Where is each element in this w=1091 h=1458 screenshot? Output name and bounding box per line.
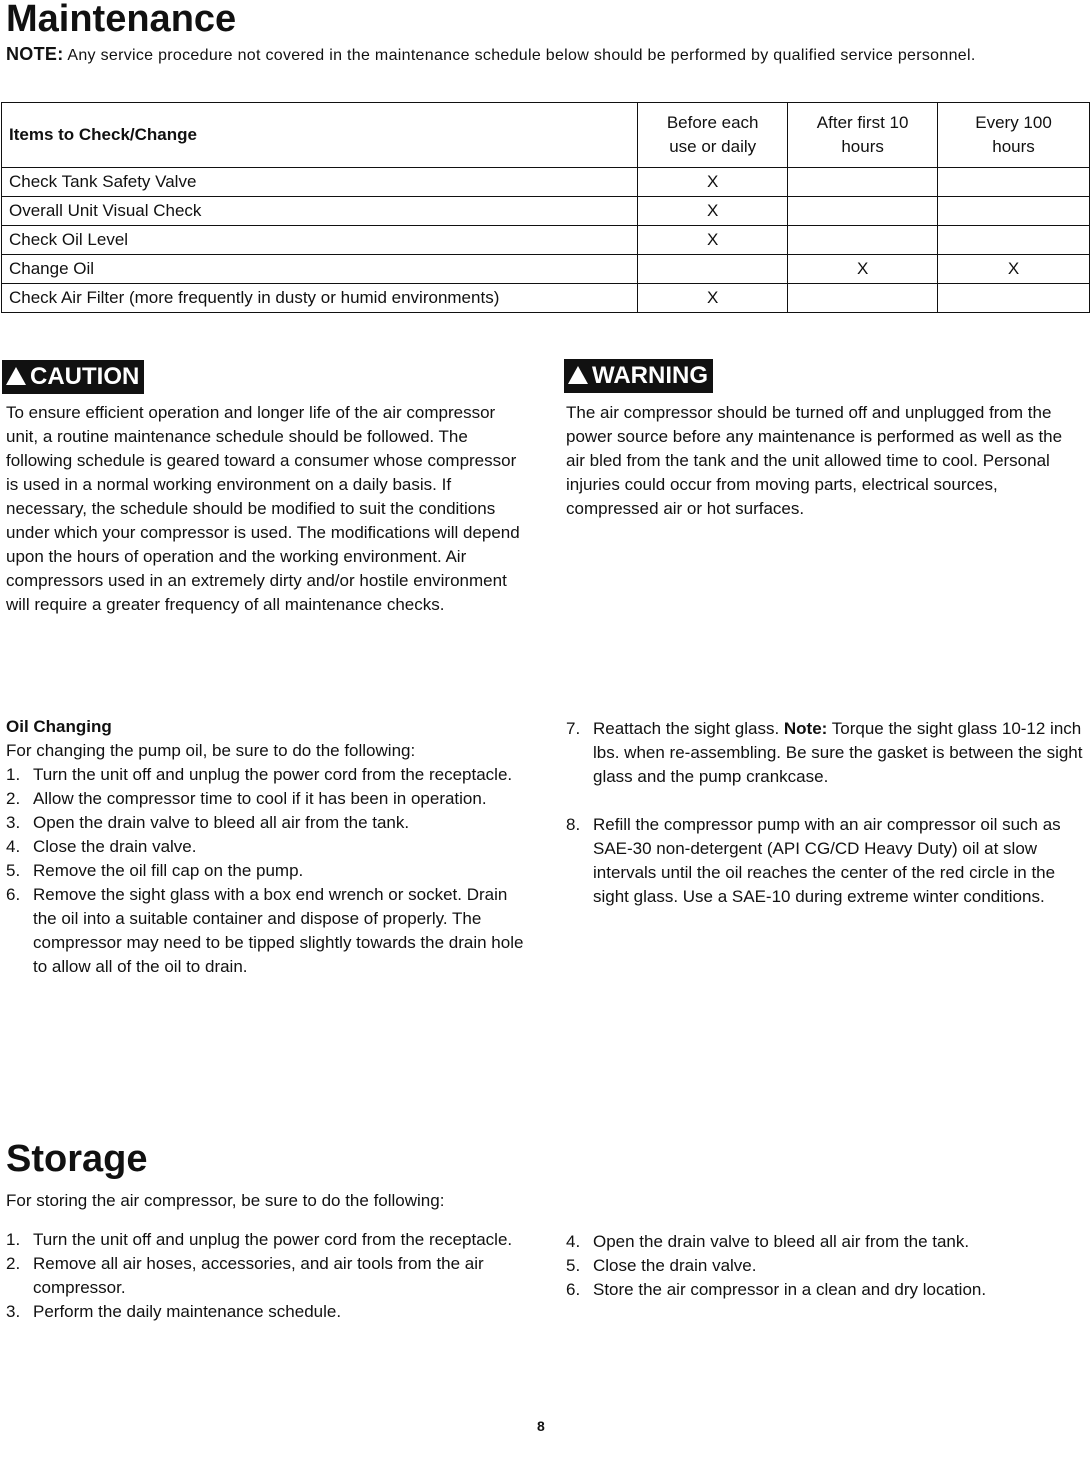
storage-steps-right <box>566 1230 1086 1302</box>
list-item: 1. Turn the unit off and unplug the power cord from the receptacle. <box>6 1230 513 1249</box>
warning-triangle-icon <box>6 367 26 385</box>
header-every100: Every 100 hours <box>938 103 1090 168</box>
oil-changing-intro: For changing the pump oil, be sure to do the following: <box>6 741 416 760</box>
list-item: 2. Allow the compressor time to cool if it has been in operation. <box>6 789 487 808</box>
row-daily <box>638 255 788 284</box>
table-row <box>2 284 1090 313</box>
storage-intro: For storing the air compressor, be sure to do the following: <box>6 1191 445 1210</box>
row-item: Check Tank Safety Valve <box>2 168 638 197</box>
list-item: 6. Remove the sight glass with a box end wrench or socket. Drain the oil into a suitable container and dispose of properly. The compressor may need to be tipped slightly towards the drain hole to allow all of the oil to drain. <box>6 885 524 976</box>
table-row <box>2 255 1090 284</box>
row-daily: X <box>638 284 788 313</box>
page-number: 8 <box>537 1418 545 1434</box>
list-item: 4. Open the drain valve to bleed all air from the tank. <box>566 1232 970 1251</box>
list-item: 3. Perform the daily maintenance schedule. <box>6 1302 342 1321</box>
header-items: Items to Check/Change <box>2 103 638 168</box>
row-first10 <box>788 284 938 313</box>
row-daily: X <box>638 197 788 226</box>
row-daily: X <box>638 226 788 255</box>
table-row <box>2 197 1090 226</box>
caution-badge <box>2 360 144 394</box>
row-first10: X <box>788 255 938 284</box>
list-item: 7. Reattach the sight glass. Note: Torque the sight glass 10-12 inch lbs. when re-assembling. Be sure the gasket is between the sight glass and the pump crankcase. <box>566 719 1083 786</box>
row-every100: X <box>938 255 1090 284</box>
row-item: Check Air Filter (more frequently in dusty or humid environments) <box>2 284 638 313</box>
row-every100 <box>938 197 1090 226</box>
maintenance-schedule-table <box>1 102 1090 313</box>
row-item: Overall Unit Visual Check <box>2 197 638 226</box>
oil-changing-section <box>6 715 526 979</box>
maintenance-note <box>6 42 1066 68</box>
maintenance-title: Maintenance <box>6 0 237 40</box>
list-item: 1. Turn the unit off and unplug the power cord from the receptacle. <box>6 765 513 784</box>
header-first10: After first 10 hours <box>788 103 938 168</box>
caution-text: To ensure efficient operation and longer life of the air compressor unit, a routine maintenance schedule should be followed. The following schedule is geared toward a consumer whose compressor is used in a normal working environment on a daily basis. If necessary, the schedule should be modified to suit the conditions under which your compressor is used. The modifications will depend upon the hours of operation and the working environment. Air compressors used in an extremely dirty and/or hostile environment will require a greater frequency of all maintenance checks. <box>6 403 520 614</box>
note-label: NOTE: <box>6 44 64 64</box>
row-first10 <box>788 226 938 255</box>
list-item: 2. Remove all air hoses, accessories, and air tools from the air compressor. <box>6 1254 484 1297</box>
row-every100 <box>938 226 1090 255</box>
table-row <box>2 168 1090 197</box>
storage-steps-left <box>6 1228 526 1324</box>
storage-title: Storage <box>6 1138 148 1180</box>
header-daily: Before each use or daily <box>638 103 788 168</box>
oil-changing-title: Oil Changing <box>6 717 112 736</box>
list-item: 6. Store the air compressor in a clean and dry location. <box>566 1280 987 1299</box>
row-every100 <box>938 284 1090 313</box>
warning-label: WARNING <box>592 362 708 389</box>
warning-triangle-icon <box>568 366 588 384</box>
oil-changing-steps <box>6 763 526 979</box>
row-first10 <box>788 197 938 226</box>
list-item: 5. Remove the oil fill cap on the pump. <box>6 861 304 880</box>
note-text: Any service procedure not covered in the maintenance schedule below should be performed by qualified service personnel. <box>63 47 976 64</box>
list-item: 4. Close the drain valve. <box>6 837 197 856</box>
list-item: 8. Refill the compressor pump with an air compressor oil such as SAE-30 non-detergent (API CG/CD Heavy Duty) oil at slow intervals until the oil reaches the center of the red circle in the sight glass. Use a SAE-10 during extreme winter conditions. <box>566 815 1061 906</box>
warning-text: The air compressor should be turned off and unplugged from the power source before any maintenance is performed as well as the air bled from the tank and the unit allowed time to cool. Personal injuries could occur from moving parts, electrical sources, compressed air or hot surfaces. <box>566 403 1063 518</box>
list-item: 3. Open the drain valve to bleed all air from the tank. <box>6 813 410 832</box>
list-item: 5. Close the drain valve. <box>566 1256 757 1275</box>
caution-label: CAUTION <box>30 363 140 390</box>
table-row <box>2 226 1090 255</box>
row-item: Check Oil Level <box>2 226 638 255</box>
row-item: Change Oil <box>2 255 638 284</box>
row-daily: X <box>638 168 788 197</box>
row-every100 <box>938 168 1090 197</box>
warning-badge <box>564 359 713 393</box>
table-header-row <box>2 103 1090 168</box>
row-first10 <box>788 168 938 197</box>
oil-changing-steps-continued <box>566 717 1086 909</box>
